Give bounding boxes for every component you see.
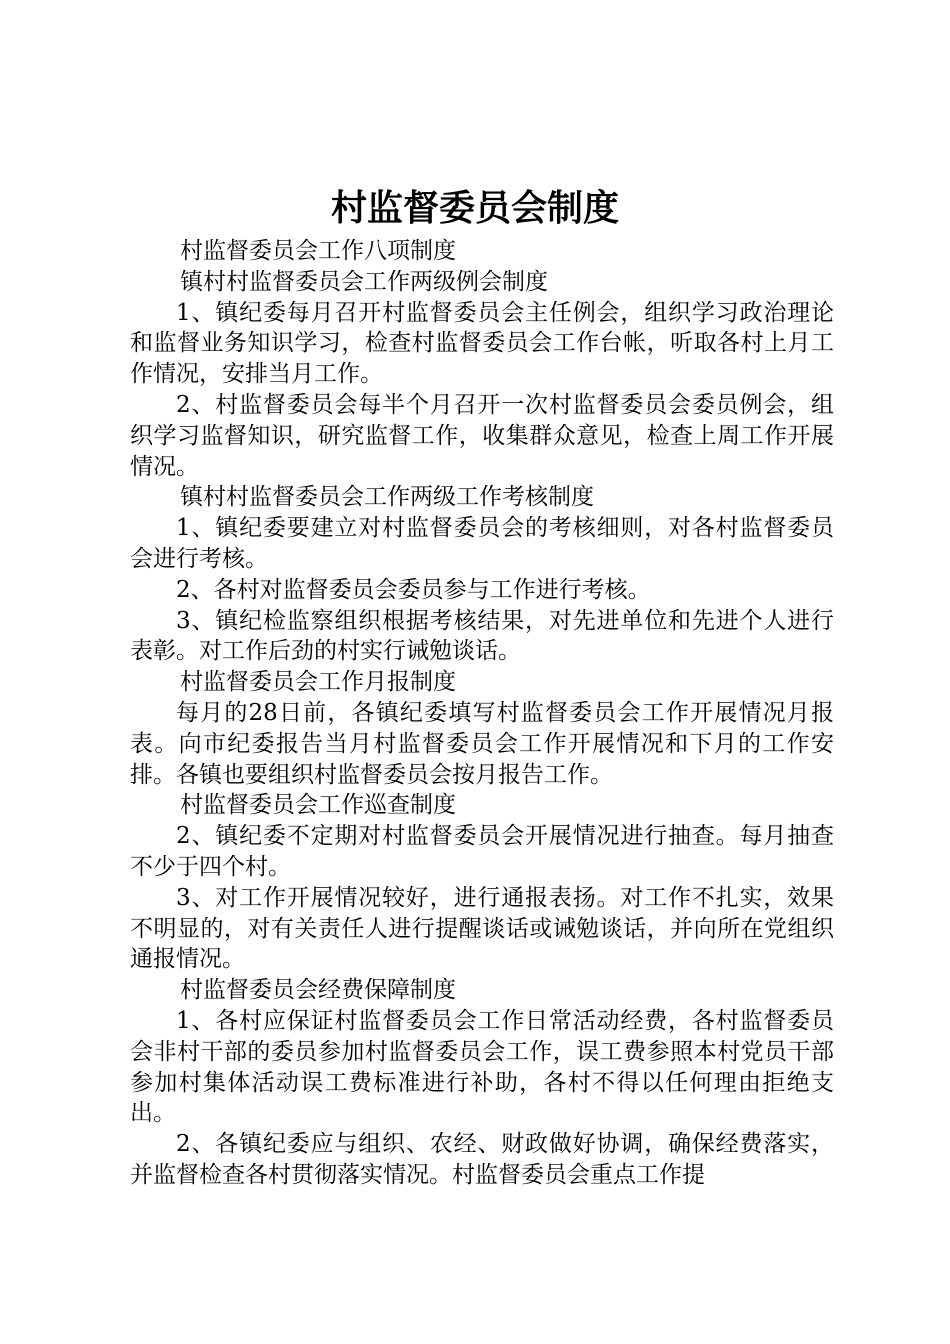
body-paragraph: 3、对工作开展情况较好，进行通报表扬。对工作不扎实，效果不明显的，对有关责任人进行提醒谈话或诫勉谈话，并向所在党组织通报情况。 <box>130 884 834 973</box>
body-paragraph: 2、镇纪委不定期对村监督委员会开展情况进行抽查。每月抽查不少于四个村。 <box>130 823 834 880</box>
body-paragraph: 2、各村对监督委员会委员参与工作进行考核。 <box>176 576 651 603</box>
document-body <box>130 236 834 1191</box>
body-paragraph: 2、各镇纪委应与组织、农经、财政做好协调，确保经费落实，并监督检查各村贯彻落实情况。村监督委员会重点工作提 <box>130 1131 834 1188</box>
section-heading: 镇村村监督委员会工作两级例会制度 <box>180 268 548 295</box>
body-paragraph: 1、各村应保证村监督委员会工作日常活动经费，各村监督委员会非村干部的委员参加村监督委员会工作，误工费参照本村党员干部参加村集体活动误工费标准进行补助，各村不得以任何理由拒绝支出。 <box>130 1007 834 1127</box>
body-paragraph: 1、镇纪委每月召开村监督委员会主任例会，组织学习政治理论和监督业务知识学习，检查村监督委员会工作台帐，听取各村上月工作情况，安排当月工作。 <box>130 299 834 388</box>
section-heading: 镇村村监督委员会工作两级工作考核制度 <box>180 484 594 511</box>
section-heading: 村监督委员会经费保障制度 <box>180 977 456 1004</box>
body-paragraph: 1、镇纪委要建立对村监督委员会的考核细则，对各村监督委员会进行考核。 <box>130 515 834 572</box>
section-heading: 村监督委员会工作巡查制度 <box>180 792 456 819</box>
section-heading: 村监督委员会工作八项制度 <box>180 238 456 264</box>
body-paragraph: 2、村监督委员会每半个月召开一次村监督委员会委员例会，组织学习监督知识，研究监督工作，收集群众意见，检查上周工作开展情况。 <box>130 391 834 480</box>
document-title: 村监督委员会制度 <box>330 187 619 229</box>
body-paragraph: 3、镇纪检监察组织根据考核结果，对先进单位和先进个人进行表彰。对工作后劲的村实行诫勉谈话。 <box>130 607 834 665</box>
section-heading: 村监督委员会工作月报制度 <box>180 669 456 696</box>
body-paragraph: 每月的28日前，各镇纪委填写村监督委员会工作开展情况月报表。向市纪委报告当月村监督委员会工作开展情况和下月的工作安排。各镇也要组织村监督委员会按月报告工作。 <box>130 699 834 788</box>
